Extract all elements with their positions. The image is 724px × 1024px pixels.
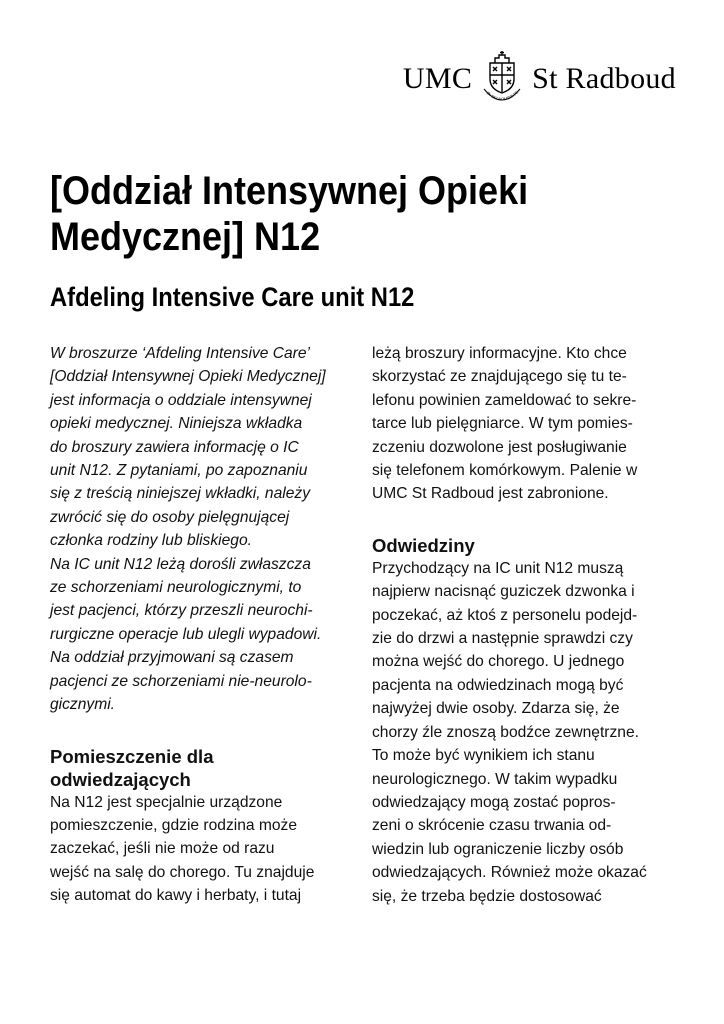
- intro-line: gicznymi.: [50, 696, 115, 714]
- body-line: UMC St Radboud jest zabronione.: [372, 485, 609, 503]
- intro-line: opieki medycznej. Niniejsza wkładka: [50, 415, 303, 433]
- intro-line: [Oddział Intensywnej Opieki Medycznej]: [50, 368, 326, 386]
- intro-line: pacjenci ze schorzeniami nie-neurolo-: [50, 672, 312, 690]
- logo-motto: IN DEI NOMINE FE: [485, 89, 520, 102]
- intro-line: ze schorzeniami neurologicznymi, to: [50, 579, 302, 597]
- body-line: chorzy źle znoszą bodźce zewnętrzne.: [372, 723, 639, 741]
- body-line: odwiedzających. Również może okazać: [372, 864, 647, 882]
- body-line: lefonu powinien zameldować to sekre-: [372, 391, 637, 409]
- section-heading-visits: Odwiedziny: [372, 534, 475, 556]
- body-line: zie do drzwi a następnie sprawdzi czy: [372, 630, 633, 648]
- visitor-room-paragraph: [50, 791, 360, 908]
- visitor-room-continued-paragraph: [372, 342, 682, 506]
- intro-line: zwrócić się do osoby pielęgnującej: [50, 508, 290, 526]
- body-line: wiedzin lub ograniczenie liczby osób: [372, 840, 624, 858]
- intro-line: rurgiczne operacje lub ulegli wypadowi.: [50, 625, 322, 643]
- section-heading-visitor-room: [50, 745, 360, 791]
- logo-text-umc: UMC: [402, 62, 473, 95]
- umc-st-radboud-logo: [403, 48, 676, 110]
- body-line: można wejść do chorego. U jednego: [372, 653, 625, 671]
- body-line: się telefonem komórkowym. Palenie w: [372, 462, 638, 480]
- left-column: [50, 342, 360, 908]
- body-line: najpierw nacisnąć guziczek dzwonka i: [372, 583, 635, 601]
- body-line: poczekać, aż ktoś z personelu podejd-: [372, 606, 638, 624]
- radboud-emblem-icon: [480, 49, 524, 109]
- page-title: [50, 168, 528, 260]
- body-line: leżą broszury informacyjne. Kto chce: [372, 345, 627, 362]
- heading-line: odwiedzających: [50, 768, 191, 790]
- title-line-1: [Oddział Intensywnej Opieki: [50, 169, 529, 213]
- intro-line: się z treścią niniejszej wkładki, należy: [50, 485, 310, 503]
- body-line: najwyżej dwie osoby. Zdarza się, że: [372, 700, 620, 718]
- logo-text-st-radboud: St Radboud: [532, 62, 676, 95]
- body-line: się automat do kawy i herbaty, i tutaj: [50, 887, 302, 905]
- body-line: zczeniu dozwolone jest posługiwanie: [372, 438, 627, 456]
- body-line: neurologicznego. W takim wypadku: [372, 770, 618, 788]
- intro-line: unit N12. Z pytaniami, po zapoznaniu: [50, 462, 308, 480]
- intro-line: jest informacja o oddziale intensywnej: [50, 391, 312, 409]
- body-line: zaczekać, jeśli nie może od razu: [50, 840, 275, 858]
- body-line: zeni o skrócenie czasu trwania od-: [372, 817, 612, 835]
- intro-line: Na IC unit N12 leżą dorośli zwłaszcza: [50, 555, 311, 573]
- title-line-2: Medycznej] N12: [50, 215, 321, 259]
- right-column: [372, 342, 682, 908]
- body-line: się, że trzeba będzie dostosować: [372, 887, 602, 905]
- intro-line: do broszury zawiera informację o IC: [50, 438, 299, 456]
- intro-line: członka rodziny lub bliskiego.: [50, 532, 252, 550]
- page-subtitle: Afdeling Intensive Care unit N12: [50, 282, 415, 312]
- body-line: skorzystać ze znajdującego się tu te-: [372, 368, 627, 386]
- body-line: tarce lub pielęgniarce. W tym pomies-: [372, 415, 633, 433]
- intro-line: Na oddział przyjmowani są czasem: [50, 649, 294, 667]
- intro-paragraph: [50, 342, 360, 717]
- body-line: wejść na salę do chorego. Tu znajduje: [50, 863, 315, 881]
- body-line: Przychodzący na IC unit N12 muszą: [372, 559, 624, 577]
- body-line: To może być wynikiem ich stanu: [372, 747, 595, 765]
- heading-line: Pomieszczenie dla: [50, 745, 214, 767]
- intro-line: W broszurze ‘Afdeling Intensive Care’: [50, 345, 311, 362]
- visits-paragraph: [372, 557, 682, 908]
- body-line: odwiedzający mogą zostać popros-: [372, 793, 616, 811]
- body-line: pomieszczenie, gdzie rodzina może: [50, 816, 298, 834]
- intro-line: jest pacjenci, którzy przeszli neurochi-: [50, 602, 313, 620]
- body-line: Na N12 jest specjalnie urządzone: [50, 793, 283, 811]
- body-line: pacjenta na odwiedzinach mogą być: [372, 676, 624, 694]
